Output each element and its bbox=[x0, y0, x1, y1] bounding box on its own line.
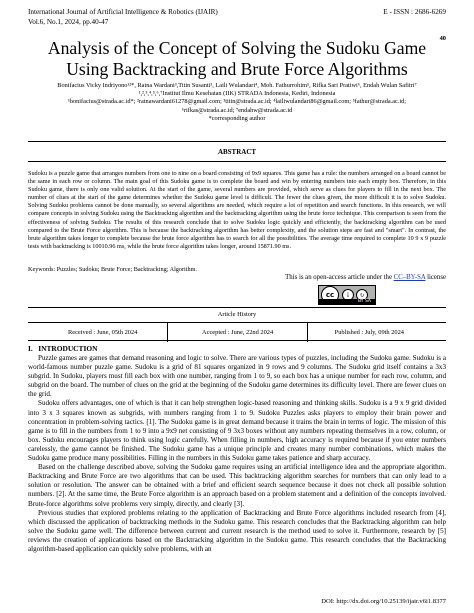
history-divider bbox=[28, 322, 446, 323]
cc-by-sa-badge-icon[interactable] bbox=[318, 285, 376, 305]
abstract-box bbox=[28, 141, 446, 304]
keywords: Keywords: Puzzles; Sudoku; Brute Force; Backtracking; Algorithm. bbox=[28, 266, 197, 273]
history-accepted: Accepted : June, 22nd 2024 bbox=[202, 329, 274, 336]
journal-volume: Vol.6, No.1, 2024, pp.40-47 bbox=[28, 18, 109, 26]
history-column-divider bbox=[167, 322, 168, 342]
history-title: Article History bbox=[217, 311, 257, 318]
sa-icon: ↻ bbox=[356, 289, 368, 301]
abstract-text: Sudoku is a puzzle game that arranges numbers from one to nine on a board consisting of 9x9 squares. This game has a rule: the numbers arranged on a board cannot be the same in each row or column. The main goal of this Sudoku game is to complete the board and win by entering numbers into each empty box. Therefore, in this Sudoku game, there is only one valid solution. At the start of the game, several numbers are provided, which serve as clues for players to fill in the next box. The number of clues at the start of the game determines whether the Sudoku game level is difficult. The fewer the clues given, the more difficult it is to solve Sudoku. Solving Sudoku problems cannot be done manually, so several algorithms are needed, which require a lot of repetition and search functions. In this research, we will compare concepts in solving Sudoku using the Backtracking algorithm and the backtracking algorithm using the brute force technique. This comparison is seen from the effectiveness of solving Sudoku. The results of this research conclude that to solve Sudoku logic quickly and efficiently, the backtracking algorithm can be used compared to the Brute Force algorithm. This is because the backtracking algorithm has better complexity, and the solution steps are fast and "smart". In contrast, the brute algorithm takes longer to complete because the brute force algorithm has to search for all the possibilities. The average time required to complete 10 9 x 9 puzzle tests with backtracking is 10010.96 ms, while the brute force algorithm takes longer, around 15871.90 ms. bbox=[28, 170, 446, 250]
open-access-prefix: This is an open-access article under the bbox=[285, 274, 392, 281]
section-heading bbox=[28, 344, 97, 353]
author-emails-2: ⁶rifkas@strada.ac.id; ⁷endahw@strada.ac.id bbox=[181, 106, 293, 114]
history-column-divider bbox=[307, 322, 308, 342]
badge-label: BY SA bbox=[319, 299, 375, 305]
journal-issn: E - ISSN : 2686-6269 bbox=[383, 8, 446, 16]
page-number: 40 bbox=[439, 35, 446, 42]
article-history bbox=[28, 307, 446, 341]
author-names: Bonifacius Vicky Indriyono¹²*, Ratna Wardani³,Titin Susanti³, Laili Wulandari⁴, Moh. Fathurrohim⁵, Rifka Sari Pratiwi⁶, Endah Wulan Safitri⁷ bbox=[57, 82, 417, 89]
corresponding-note: *corresponding author bbox=[208, 114, 266, 122]
history-received: Received : June, 05th 2024 bbox=[68, 329, 138, 336]
cc-icon: cc bbox=[321, 286, 339, 304]
open-access-notice bbox=[285, 274, 446, 281]
by-icon: i bbox=[342, 289, 354, 301]
paragraph: Previous studies that explored problems relating to the application of Backtracking and Brute Force algorithms included research from [4], which discussed the application of backtracking methods in the Sudoku game. This research concludes that the Backtracking algorithm can help solve the Sudoku game well. The difference between current and current research is the method used to solve it. Furthermore, research by [5] reviews the creation of applications based on the Backtracking algorithm in the Sudoku game. This research concludes that the Backtracking algorithm-based application can quickly solve problems, with an bbox=[28, 508, 446, 553]
doi-footer[interactable]: DOI: http://dx.doi.org/10.25139/ijair.v6i1.8377 bbox=[321, 598, 446, 605]
journal-name: International Journal of Artificial Intelligence & Robotics (IJAIR) bbox=[28, 8, 218, 16]
author-affiliation: ¹,²,³,⁴,⁵,⁶,⁷Institut Ilmu Kesehatan (IIK) STRADA Indonesia, Kediri, Indonesia bbox=[138, 90, 336, 98]
section-number: I. bbox=[28, 344, 33, 353]
title-line-1: Analysis of the Concept of Solving the Sudoku Game bbox=[47, 38, 427, 58]
abstract-divider bbox=[28, 161, 446, 162]
author-emails-1: ¹bonifacius@strada.ac.id*; ²ratnawardani61278@gmail.com; ³titin@strada.ac.id; ⁴lailiwulandari86@gmail.com; ⁵fathur@strada.ac.id; bbox=[67, 98, 407, 106]
paragraph: Puzzle games are games that demand reasoning and logic to solve. There are various types of puzzles, including the Sudoku game. Sudoku is a world-famous number puzzle game. Sudoku is a grid of 81 squares organized in 9 rows and 9 columns. The Sudoku grid itself contains a 3x3 subgrid. In Sudoku, players must fill each box with one number, ranging from 1 to 9, so each box has a unique number for each row, column, and subgrid on the board. The number of clues on the grid at the beginning of the Sudoku game determines its difficulty level. There are fewer clues on the grid. bbox=[28, 354, 446, 399]
paragraph: Based on the challenge described above, solving the Sudoku game requires using an artificial intelligence idea and the appropriate algorithm. Backtracking and Brute Force are two algorithms that can be used. This backtracking algorithm searches for numbers that can only lead to a solution or resolution. The answer can be obtained with a brief and efficient search sequence because it does not check all possible solution numbers. [2]. At the same time, the Brute Force algorithm is an approach based on a problem statement and a definition of the concepts involved. Brute-force algorithms solve problems very simply, directly, and clearly [3]. bbox=[28, 463, 446, 508]
section-title: INTRODUCTION bbox=[38, 344, 98, 353]
author-block bbox=[28, 82, 446, 123]
history-published: Published : July, 09th 2024 bbox=[334, 329, 404, 336]
title-line-2: Using Backtracking and Brute Force Algorithms bbox=[66, 59, 408, 79]
license-link[interactable]: CC–BY-SA bbox=[393, 274, 426, 281]
introduction-body bbox=[28, 354, 446, 554]
abstract-heading: ABSTRACT bbox=[217, 148, 257, 156]
open-access-suffix: license bbox=[427, 274, 446, 281]
paper-title bbox=[28, 38, 446, 80]
paragraph: Sudoku offers advantages, one of which is that it can help strengthen logic-based reasoning and thinking skills. Sudoku is a 9 x 9 grid divided into 3 x 3 squares known as subgrids, with numbers ranging from 1 to 9. Sudoku Puzzles asks players to employ their brain power and concentration in problem-solving tactics. [1]. The Sudoku game is in great demand because it trains the brain in terms of logic. The mission of this game is to fill in the numbers from 1 to 9 into a 9x9 net consisting of 9 3x3 boxes without any numbers repeating themselves in a row, column, or box. Sudoku encourages players to think using logic carefully. When filling in numbers, high accuracy is required because if you enter numbers carelessly, the game cannot be finished. The Sudoku game has a unique principle and creates many number combinations, which makes the Sudoku game produce many possibilities. Filling in the numbers in this Sudoku game takes patience and sharp accuracy. bbox=[28, 399, 446, 463]
